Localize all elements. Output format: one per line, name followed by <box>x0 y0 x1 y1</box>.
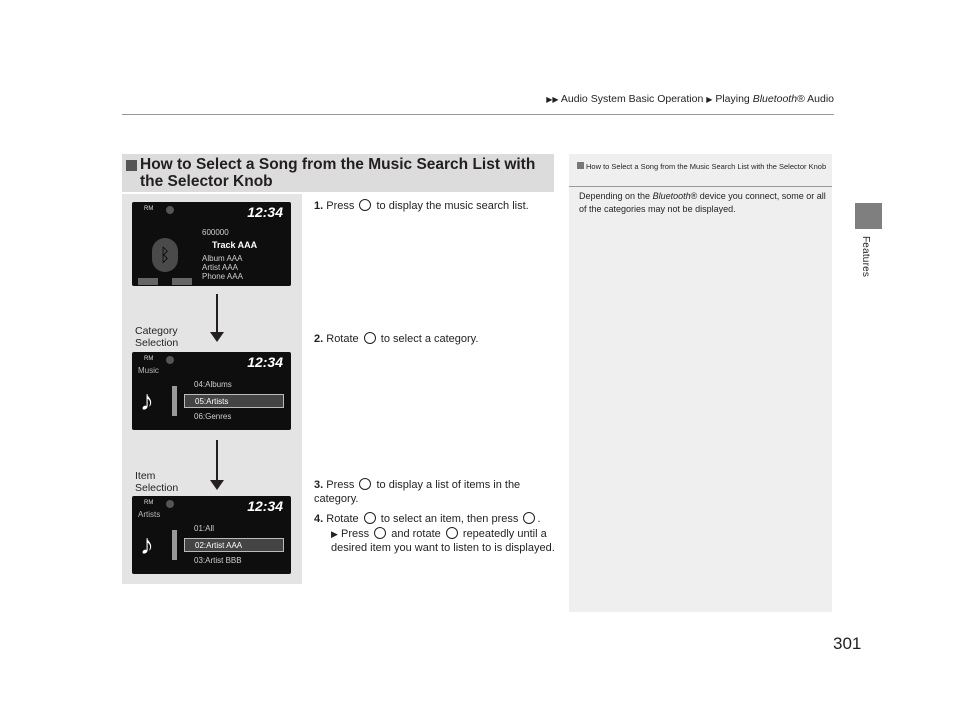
section-heading <box>122 154 554 192</box>
knob-rotate-icon <box>364 512 376 524</box>
step-1: 1. Press to display the music search list. <box>314 200 529 212</box>
list-item: 06:Genres <box>194 412 232 421</box>
scroll-indicator <box>172 386 177 416</box>
bluetooth-small-icon <box>166 500 174 508</box>
chapter-tab <box>855 203 882 229</box>
down-arrow-icon <box>210 294 224 342</box>
breadcrumb-item[interactable]: Audio System Basic Operation <box>560 93 704 105</box>
audio-screen-category <box>132 352 291 430</box>
step-3: 3. Press to display a list of items in the category. <box>314 479 521 505</box>
page-number: 301 <box>833 634 862 653</box>
bluetooth-small-icon <box>166 356 174 364</box>
down-arrow-icon <box>210 440 224 490</box>
step-4: 4. Rotate to select an item, then press . <box>314 513 541 525</box>
audio-screen-items <box>132 496 291 574</box>
header-divider <box>122 114 834 115</box>
signal-icon: RM <box>144 356 154 362</box>
album-name: Album AAA <box>202 254 243 263</box>
knob-rotate-icon <box>364 332 376 344</box>
clock: 12:34 <box>247 498 283 514</box>
audio-screen-now-playing <box>132 202 291 286</box>
list-item-selected: 05:Artists <box>184 394 284 408</box>
note-panel <box>569 154 832 612</box>
signal-icon: RM <box>144 500 154 506</box>
bluetooth-small-icon <box>166 206 174 214</box>
chapter-label: Features <box>860 236 871 278</box>
play-icon <box>138 278 158 285</box>
note-title: How to Select a Song from the Music Search List with the Selector Knob <box>577 158 832 175</box>
step-2: 2. Rotate to select a category. <box>314 333 479 345</box>
list-label: Music <box>138 366 159 375</box>
list-item-selected: 02:Artist AAA <box>184 538 284 552</box>
step-4-sub: ▶ Press and rotate repeatedly until a desired item you want to listen to is displayed. <box>331 528 555 554</box>
list-item: 03:Artist BBB <box>194 556 242 565</box>
music-note-icon: ♪ <box>140 529 154 560</box>
music-note-icon: ♪ <box>140 385 154 416</box>
breadcrumb <box>540 93 834 105</box>
caption-item-selection: Item Selection <box>135 470 179 494</box>
list-label: Artists <box>138 510 161 519</box>
breadcrumb-item[interactable]: Playing <box>715 93 753 105</box>
knob-press-icon <box>359 199 371 211</box>
breadcrumb-arrow-icon: ▶ <box>706 95 713 104</box>
track-name: Track AAA <box>212 240 258 250</box>
signal-icon: RM <box>144 206 154 212</box>
bluetooth-icon: ᛒ <box>152 238 178 272</box>
knob-rotate-icon <box>446 527 458 539</box>
knob-press-icon <box>523 512 535 524</box>
note-icon <box>577 162 584 169</box>
track-number: 600000 <box>202 228 229 237</box>
note-body: Depending on the Bluetooth® device you connect, some or all of the categories may not be displayed. <box>579 191 826 214</box>
artist-name: Artist AAA <box>202 263 239 272</box>
phone-name: Phone AAA <box>202 272 243 281</box>
list-item: 04:Albums <box>194 380 232 389</box>
knob-press-icon <box>374 527 386 539</box>
knob-press-icon <box>359 478 371 490</box>
caption-category-selection: Category Selection <box>135 325 179 349</box>
scroll-indicator <box>172 530 177 560</box>
breadcrumb-italic[interactable]: Bluetooth <box>752 93 798 105</box>
clock: 12:34 <box>247 204 283 220</box>
note-divider <box>569 186 832 187</box>
section-bullet-icon <box>126 160 137 171</box>
list-item: 01:All <box>194 524 215 533</box>
sub-step-arrow-icon: ▶ <box>331 529 338 539</box>
clock: 12:34 <box>247 354 283 370</box>
pause-icon <box>172 278 192 285</box>
breadcrumb-arrow-icon: ▶▶ <box>546 95 559 104</box>
breadcrumb-suffix[interactable]: ® Audio <box>797 93 834 105</box>
section-title: How to Select a Song from the Music Search List with the Selector Knob <box>140 156 536 190</box>
illustration-column <box>122 194 302 584</box>
